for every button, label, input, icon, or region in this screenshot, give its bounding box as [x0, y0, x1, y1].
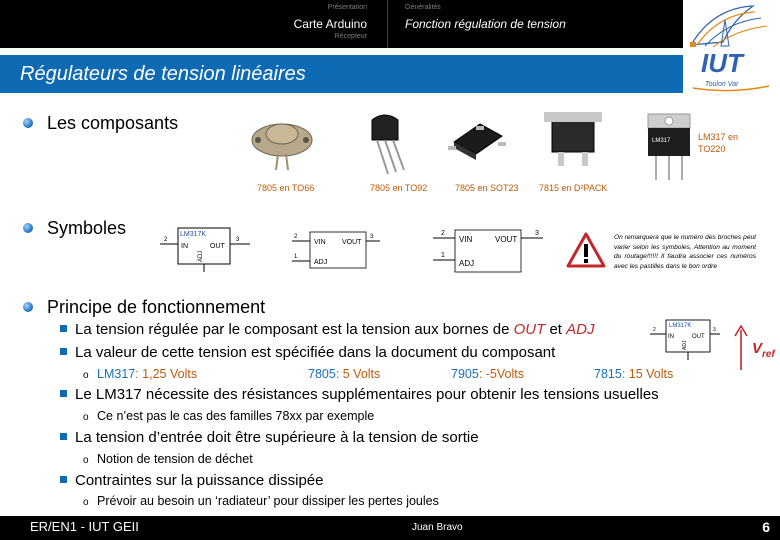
bullet-dot-icon — [23, 118, 33, 128]
bullet-components — [47, 113, 178, 134]
footer-course: ER/EN1 - IUT GEII — [30, 519, 139, 534]
bullet-dot-icon — [23, 302, 33, 312]
to220-package-icon — [648, 114, 690, 180]
symbol2-vin: VIN — [314, 239, 326, 246]
bullet-principle — [47, 297, 265, 318]
square-bullet-icon — [60, 476, 67, 483]
symbol2-pin1: 1 — [294, 254, 298, 260]
caption-to220: LM317 en TO220 — [698, 132, 739, 154]
nav-section-left[interactable] — [0, 0, 375, 48]
principle-item-5: Contraintes sur la puissance dissipée — [60, 472, 323, 489]
symbol2-adj: ADJ — [314, 259, 328, 266]
principle-item-5-sub: o Prévoir au besoin un ‘radiateur’ pour dissiper les pertes joules — [83, 494, 439, 508]
symbol1-name: LM317K — [180, 231, 207, 238]
vref-label: $V_{ref}$ — [752, 340, 775, 360]
mini-symbol-pin3: 3 — [713, 327, 716, 333]
symbol-lm317k — [160, 222, 250, 272]
square-bullet-icon — [60, 433, 67, 440]
circle-bullet-icon: o — [83, 455, 89, 466]
mini-symbol-pin2: 2 — [653, 327, 656, 333]
adj-terminal: ADJ — [566, 321, 595, 338]
circle-bullet-icon: o — [83, 412, 89, 423]
example-7905: 7905: -5Volts — [451, 367, 524, 381]
symbol2-pin3: 3 — [370, 234, 374, 240]
square-bullet-icon — [60, 325, 67, 332]
principle-item-4: La tension d’entrée doit être supérieure à la tension de sortie — [60, 429, 479, 446]
symbol3-pin1: 1 — [441, 252, 445, 259]
iut-logo — [683, 0, 780, 102]
example-7815: 7815: 15 Volts — [594, 367, 674, 381]
bullet-symbols — [47, 218, 126, 239]
symbol-vin-vout-2 — [425, 226, 545, 276]
symbol1-in: IN — [181, 243, 188, 250]
symbol3-pin2: 2 — [441, 230, 445, 237]
caption-to92: 7805 en TO92 — [370, 183, 428, 193]
bullet-symbols-text: Symboles — [47, 218, 127, 238]
principle-item-3: Le LM317 nécessite des résistances supplémentaires pour obtenir les tensions usuelles — [60, 386, 659, 403]
symbol3-adj: ADJ — [459, 259, 475, 268]
iut-logo-icon — [683, 0, 780, 102]
caption-sot23: 7805 en SOT23 — [455, 183, 519, 193]
symbol1-pin2: 2 — [164, 237, 168, 243]
example-7805: 7805: 5 Volts — [308, 367, 381, 381]
footer-author: Juan Bravo — [412, 522, 463, 533]
mini-symbol-name: LM317K — [669, 323, 692, 329]
bullet-components-text: Les composants — [47, 113, 179, 133]
nav-left-prev[interactable]: Présentation — [327, 4, 367, 11]
footer-bar — [0, 516, 780, 540]
to92-package-icon — [372, 115, 404, 174]
sot23-package-icon — [448, 124, 506, 160]
nav-divider — [387, 0, 388, 48]
vref-arrow-icon — [733, 324, 749, 372]
caption-d2pack: 7815 en D²PACK — [539, 183, 608, 193]
nav-section-right[interactable] — [405, 0, 566, 48]
symbol-vin-vout-1 — [290, 226, 380, 272]
to66-package-icon — [252, 124, 312, 170]
page-number: 6 — [762, 519, 770, 535]
symbol3-pin3: 3 — [535, 230, 539, 237]
slide-title-bar — [0, 55, 683, 93]
mini-symbol-out: OUT — [692, 334, 705, 340]
package-photos — [240, 102, 770, 184]
principle-item-4-sub: o Notion de tension de déchet — [83, 452, 253, 466]
symbol2-pin2: 2 — [294, 234, 298, 240]
circle-bullet-icon: o — [83, 497, 89, 508]
symbol1-out: OUT — [210, 243, 225, 250]
symbol3-vin: VIN — [459, 235, 473, 244]
caption-to66: 7805 en TO66 — [257, 183, 315, 193]
logo-text: IUT — [701, 48, 743, 78]
symbol3-vout: VOUT — [495, 235, 518, 244]
mini-symbol-adj: ADJ — [682, 340, 688, 350]
logo-subtext: Toulon Var — [705, 81, 739, 88]
to220-chip-label: LM317 — [652, 138, 671, 144]
nav-right-prev[interactable]: Généralités — [405, 4, 441, 11]
symbol1-adj: ADJ — [198, 250, 204, 262]
nav-right-current[interactable]: Fonction régulation de tension — [405, 17, 566, 31]
slide-title: Régulateurs de tension linéaires — [20, 63, 306, 85]
header-bar — [0, 0, 780, 48]
bullet-dot-icon — [23, 223, 33, 233]
mini-symbol-in: IN — [668, 334, 674, 340]
warning-icon — [566, 232, 606, 268]
bullet-principle-text: Principe de fonctionnement — [47, 297, 266, 317]
square-bullet-icon — [60, 390, 67, 397]
square-bullet-icon — [60, 348, 67, 355]
nav-left-next[interactable]: Récepteur — [334, 33, 367, 40]
nav-left-current[interactable]: Carte Arduino — [293, 17, 367, 31]
out-terminal: OUT — [513, 321, 546, 338]
symbol2-vout: VOUT — [342, 239, 362, 246]
d2pack-package-icon — [544, 112, 602, 166]
principle-item-3-sub: o Ce n’est pas le cas des familles 78xx par exemple — [83, 409, 375, 423]
pin-order-note: On remarquera que le numéro des broches peut varier selon les symboles. Attention au moment du routage!!!!!! Il faudra associer ces numéros avec les pastilles dans le bon ordre — [614, 234, 756, 270]
principle-item-1: La tension régulée par le composant est la tension aux bornes de OUT et ADJ — [60, 321, 595, 338]
example-lm317: o LM317: 1,25 Volts — [83, 367, 198, 381]
principle-item-2: La valeur de cette tension est spécifiée dans la document du composant — [60, 344, 555, 361]
symbol1-pin3: 3 — [236, 237, 240, 243]
mini-lm317-symbol — [650, 316, 720, 360]
circle-bullet-icon: o — [83, 370, 89, 381]
